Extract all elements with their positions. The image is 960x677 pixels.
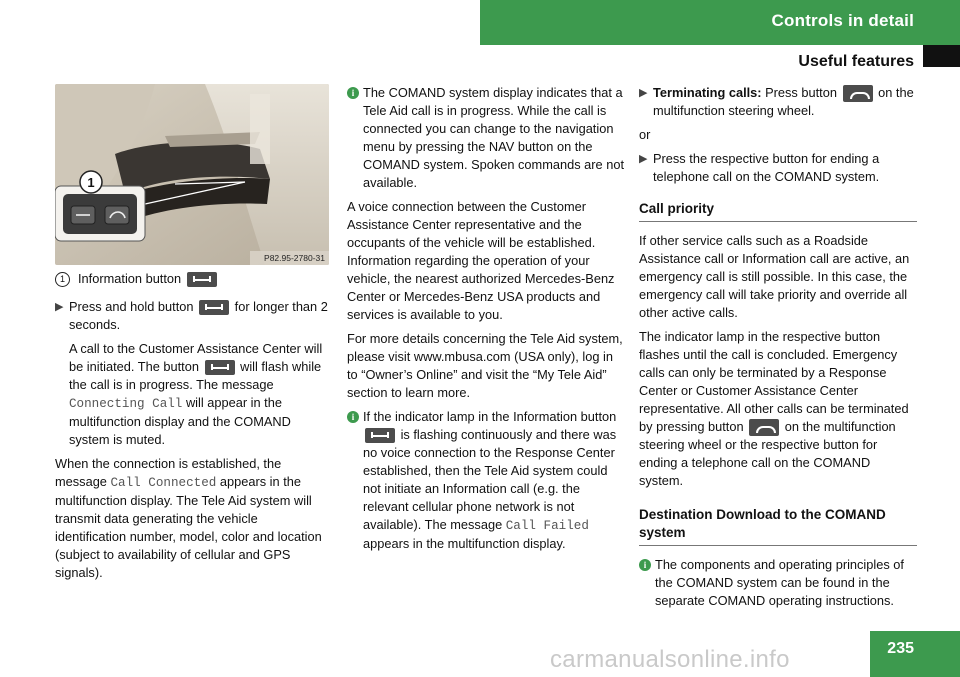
- step-result: A call to the Customer Assistance Center will be initiated. The button will flash while the call is in progress. The message Connecting Call will appear in the multifunction display and the COMAND system is muted.: [69, 341, 323, 447]
- paragraph-indicator-lamp: The indicator lamp in the respective button flashes until the call is concluded. Emergency calls can only be terminated by a Response Center or Customer Assistance Center representative. All other calls can be terminated by pressing button on the multifunction steering wheel or the respective button for ending a telephone call on the COMAND system.: [639, 329, 909, 489]
- photo-caption: 1 Information button: [55, 270, 331, 288]
- info-button-icon: [199, 300, 229, 315]
- chapter-title: Controls in detail: [771, 11, 914, 30]
- msg-call-connected: Call Connected: [110, 476, 217, 490]
- info-note-display: i The COMAND system display indicates that a Tele Aid call is in progress. While the call is connected you can change to the navigation menu by pressing the NAV button on the COMAND system. Spoken commands are not available.: [347, 84, 624, 192]
- photo-code: P82.95-2780-31: [264, 253, 325, 263]
- right-column: [639, 84, 917, 616]
- left-column: [55, 270, 331, 588]
- or-text: or: [639, 127, 651, 143]
- paragraph-voice-connection: A voice connection between the Customer Assistance Center representative and the occupants of the vehicle will be established. Information regarding the operation of your vehicle, the nearest authorized Mercedes-Benz Center or Mercedes-Benz USA products and services is available to you.: [347, 199, 615, 322]
- end-call-button-icon: [749, 419, 779, 436]
- info-icon: i: [347, 411, 359, 423]
- msg-call-failed: Call Failed: [505, 519, 589, 533]
- info-icon: i: [347, 87, 359, 99]
- section-title: Useful features: [798, 53, 914, 70]
- info-button-icon: [205, 360, 235, 375]
- heading-destination-download: Destination Download to the COMAND system: [639, 506, 917, 546]
- callout-number: 1: [87, 175, 95, 190]
- paragraph-connection: When the connection is established, the message Call Connected appears in the multifunction display. The Tele Aid system will transmit data generating the vehicle identification number, model, color and location (subject to availability of cellular and GPS signals).: [55, 456, 322, 580]
- caption-number: 1: [55, 272, 70, 287]
- end-call-button-icon: [843, 85, 873, 102]
- step-terminating-calls: ▶ Terminating calls: Press button on the multifunction steering wheel.: [639, 85, 914, 119]
- step-end-call-comand: ▶ Press the respective button for ending a telephone call on the COMAND system.: [639, 151, 880, 185]
- page-number-box: [870, 631, 960, 677]
- paragraph-more-details: For more details concerning the Tele Aid system, please visit www.mbusa.com (USA only), log in to “Owner’s Online” and visit the “My Tele Aid” section to learn more.: [347, 331, 623, 400]
- info-icon: i: [639, 559, 651, 571]
- paragraph-call-priority: If other service calls such as a Roadside Assistance call or Information call are active, an emergency call is still possible. In this case, the emergency call will take priority and override all other active calls.: [639, 233, 910, 321]
- step-arrow-icon: ▶: [639, 87, 648, 99]
- info-button-icon: [365, 428, 395, 443]
- corner-marker: [923, 45, 960, 67]
- step-arrow-icon: ▶: [639, 153, 648, 166]
- watermark: carmanualsonline.info: [550, 646, 790, 673]
- middle-column: [347, 84, 624, 559]
- info-note-comand: i The components and operating principles of the COMAND system can be found in the separate COMAND operating instructions.: [639, 556, 917, 610]
- info-button-icon: [187, 272, 217, 287]
- step-press-hold: ▶ Press and hold button for longer than 2 seconds.: [55, 299, 328, 332]
- step-arrow-icon: ▶: [55, 301, 64, 313]
- page-number: 235: [887, 640, 914, 657]
- msg-connecting-call: Connecting Call: [69, 397, 183, 411]
- heading-call-priority: Call priority: [639, 200, 917, 222]
- info-note-indicator: i If the indicator lamp in the Information button is flashing continuously and there was no voice connection to the Response Center established, then the Tele Aid system could not initiate an Information call (e.g. the relevant cellular phone network is not available). The message Call Failed appears in the multifunction display.: [347, 408, 624, 553]
- armrest-photo: [55, 84, 329, 265]
